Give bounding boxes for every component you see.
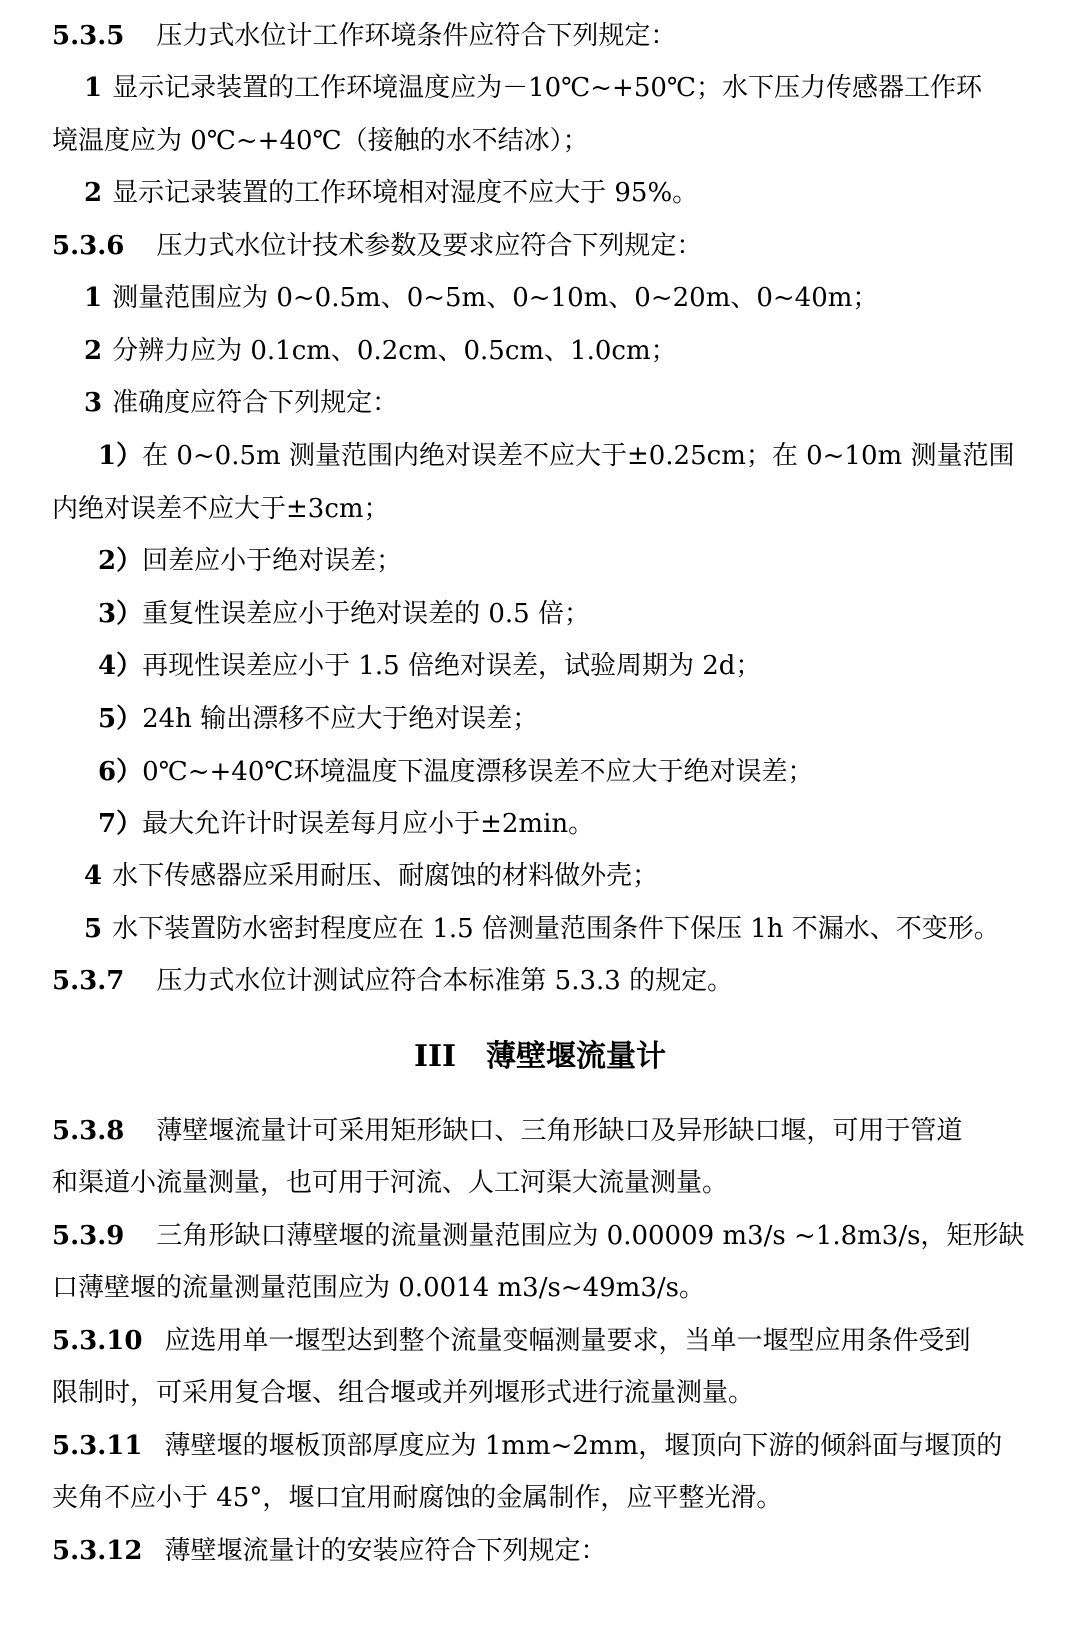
clause-5-3-8 bbox=[52, 1114, 962, 1148]
subitem-text: 最大允许计时误差每月应小于±2min。 bbox=[142, 809, 595, 839]
clause-5-3-6-item-1 bbox=[84, 281, 878, 315]
clause-5-3-5-item-1 bbox=[84, 71, 982, 105]
clause-5-3-5-item-1-cont bbox=[52, 124, 589, 158]
clause-5-3-6-sub-4 bbox=[98, 649, 761, 683]
clause-5-3-6-item-4 bbox=[84, 859, 658, 893]
item-text: 显示记录装置的工作环境相对湿度不应大于 95%。 bbox=[112, 178, 699, 208]
clause-5-3-6-sub-1 bbox=[98, 439, 1014, 473]
subitem-text: 24h 输出漂移不应大于绝对误差； bbox=[142, 704, 539, 734]
item-text: 测量范围应为 0~0.5m、0~5m、0~10m、0~20m、0~40m； bbox=[112, 283, 879, 313]
item-number: 3 bbox=[84, 388, 103, 418]
clause-5-3-11-cont bbox=[52, 1481, 782, 1515]
subitem-text: 重复性误差应小于绝对误差的 0.5 倍； bbox=[142, 599, 590, 629]
clause-number: 5.3.12 bbox=[52, 1536, 143, 1566]
clause-5-3-6-sub-5 bbox=[98, 702, 538, 736]
subitem-number: 3） bbox=[98, 599, 143, 629]
clause-5-3-9 bbox=[52, 1219, 1024, 1253]
clause-5-3-5-heading bbox=[52, 19, 676, 53]
clause-5-3-6-item-2 bbox=[84, 334, 677, 368]
clause-5-3-9-cont bbox=[52, 1271, 705, 1305]
clause-text: 压力式水位计测试应符合本标准第 5.3.3 的规定。 bbox=[156, 966, 734, 996]
subitem-number: 4） bbox=[98, 651, 143, 681]
clause-5-3-6-sub-1-cont bbox=[52, 492, 390, 526]
clause-5-3-11 bbox=[52, 1429, 1002, 1463]
clause-number: 5.3.9 bbox=[52, 1221, 125, 1251]
clause-number: 5.3.6 bbox=[52, 231, 125, 261]
clause-5-3-12-heading bbox=[52, 1534, 606, 1568]
clause-5-3-10-cont bbox=[52, 1376, 754, 1410]
subitem-number: 5） bbox=[98, 704, 143, 734]
clause-text: 压力式水位计技术参数及要求应符合下列规定： bbox=[156, 231, 703, 261]
subitem-text: 再现性误差应小于 1.5 倍绝对误差，试验周期为 2d； bbox=[142, 651, 762, 681]
clause-text: 三角形缺口薄壁堰的流量测量范围应为 0.00009 m3/s ~1.8m3/s，矩形缺 bbox=[156, 1221, 1025, 1251]
item-text: 水下传感器应采用耐压、耐腐蚀的材料做外壳； bbox=[112, 861, 659, 891]
item-number: 2 bbox=[84, 178, 103, 208]
item-text: 水下装置防水密封程度应在 1.5 倍测量范围条件下保压 1h 不漏水、不变形。 bbox=[112, 914, 1000, 944]
clause-5-3-6-item-5 bbox=[84, 912, 1000, 946]
clause-number: 5.3.7 bbox=[52, 966, 125, 996]
item-number: 1 bbox=[84, 73, 103, 103]
clause-5-3-6-heading bbox=[52, 229, 702, 263]
clause-5-3-6-sub-3 bbox=[98, 597, 590, 631]
clause-text: 薄壁堰流量计的安装应符合下列规定： bbox=[164, 1536, 607, 1566]
item-number: 4 bbox=[84, 861, 103, 891]
clause-text: 薄壁堰流量计可采用矩形缺口、三角形缺口及异形缺口堰，可用于管道 bbox=[156, 1116, 963, 1146]
item-number: 2 bbox=[84, 336, 103, 366]
clause-5-3-10 bbox=[52, 1324, 970, 1358]
subitem-number: 2） bbox=[98, 546, 143, 576]
clause-text: 应选用单一堰型达到整个流量变幅测量要求，当单一堰型应用条件受到 bbox=[164, 1326, 971, 1356]
subitem-number: 6） bbox=[98, 757, 143, 787]
clause-text: 夹角不应小于 45°，堰口宜用耐腐蚀的金属制作，应平整光滑。 bbox=[52, 1483, 783, 1513]
section-title: III 薄壁堰流量计 bbox=[413, 1039, 667, 1074]
clause-number: 5.3.5 bbox=[52, 21, 125, 51]
clause-5-3-6-item-3 bbox=[84, 386, 398, 420]
clause-number: 5.3.8 bbox=[52, 1116, 125, 1146]
item-text: 显示记录装置的工作环境温度应为－10℃~+50℃；水下压力传感器工作环 bbox=[112, 73, 983, 103]
subitem-number: 7） bbox=[98, 809, 143, 839]
clause-text: 压力式水位计工作环境条件应符合下列规定： bbox=[156, 21, 677, 51]
clause-text: 限制时，可采用复合堰、组合堰或并列堰形式进行流量测量。 bbox=[52, 1378, 755, 1408]
subitem-text: 回差应小于绝对误差； bbox=[142, 546, 403, 576]
clause-5-3-6-sub-2 bbox=[98, 544, 402, 578]
item-number: 1 bbox=[84, 283, 103, 313]
clause-text: 口薄壁堰的流量测量范围应为 0.0014 m3/s~49m3/s。 bbox=[52, 1273, 705, 1303]
clause-5-3-8-cont bbox=[52, 1166, 728, 1200]
clause-text: 和渠道小流量测量，也可用于河流、人工河渠大流量测量。 bbox=[52, 1168, 729, 1198]
item-text: 境温度应为 0℃~+40℃（接触的水不结冰）； bbox=[52, 126, 589, 156]
clause-5-3-6-sub-7 bbox=[98, 807, 594, 841]
clause-text: 薄壁堰的堰板顶部厚度应为 1mm~2mm，堰顶向下游的倾斜面与堰顶的 bbox=[164, 1431, 1003, 1461]
clause-5-3-7-heading bbox=[52, 964, 733, 998]
subitem-text: 内绝对误差不应大于±3cm； bbox=[52, 494, 390, 524]
clause-5-3-6-sub-6 bbox=[98, 755, 813, 789]
subitem-text: 在 0~0.5m 测量范围内绝对误差不应大于±0.25cm；在 0~10m 测量范围 bbox=[142, 441, 1015, 471]
subitem-number: 1） bbox=[98, 441, 143, 471]
clause-5-3-5-item-2 bbox=[84, 176, 698, 210]
item-text: 准确度应符合下列规定： bbox=[112, 388, 399, 418]
clause-number: 5.3.10 bbox=[52, 1326, 143, 1356]
subitem-text: 0℃~+40℃环境温度下温度漂移误差不应大于绝对误差； bbox=[142, 757, 814, 787]
clause-number: 5.3.11 bbox=[52, 1431, 143, 1461]
item-number: 5 bbox=[84, 914, 103, 944]
item-text: 分辨力应为 0.1cm、0.2cm、0.5cm、1.0cm； bbox=[112, 336, 677, 366]
